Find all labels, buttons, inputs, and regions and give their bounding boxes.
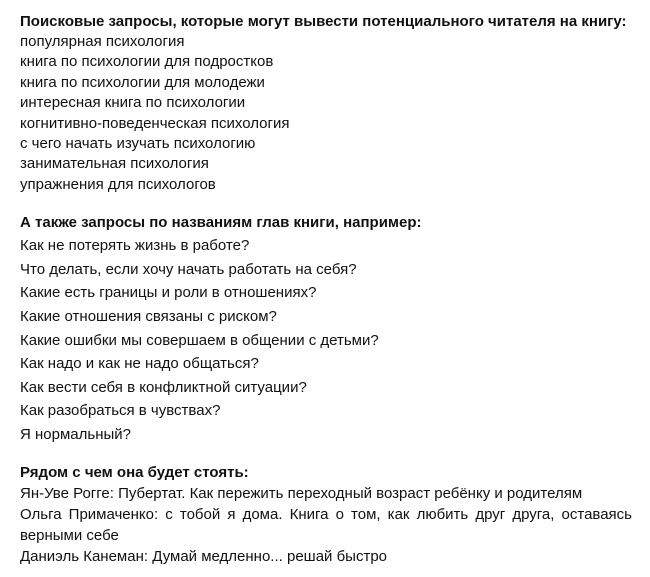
list-item: Ян-Уве Рогге: Пубертат. Как пережить переходный возраст ребёнку и родителям	[20, 484, 583, 502]
list-item: Какие отношения связаны с риском?	[20, 308, 277, 326]
list-item: с чего начать изучать психологию	[20, 135, 256, 153]
search-queries-heading: Поисковые запросы, которые могут вывести потенциального читателя на книгу:	[20, 13, 627, 30]
list-item: книга по психологии для молодежи	[20, 73, 265, 91]
list-item: книга по психологии для подростков	[20, 53, 274, 71]
list-item: когнитивно-поведенческая психология	[20, 114, 290, 132]
list-item: Я нормальный?	[20, 426, 131, 443]
chapter-queries-section	[20, 212, 632, 446]
list-item: Как надо и как не надо общаться?	[20, 355, 259, 373]
list-item: Ольга Примаченко: с тобой я дома. Книга о том, как любить друг друга, оставаясь верными себе	[20, 505, 632, 544]
list-item: Какие есть границы и роли в отношениях?	[20, 284, 317, 302]
neighbors-section	[20, 463, 632, 567]
list-item: Как разобраться в чувствах?	[20, 402, 221, 420]
list-item: Как не потерять жизнь в работе?	[20, 237, 250, 255]
search-queries-list	[20, 32, 632, 195]
list-item: Что делать, если хочу начать работать на себя?	[20, 260, 357, 278]
search-queries-section	[20, 12, 632, 195]
list-item: интересная книга по психологии	[20, 94, 246, 112]
chapter-queries-heading: А также запросы по названиям глав книги, например:	[20, 214, 422, 232]
list-item: Как вести себя в конфликтной ситуации?	[20, 378, 307, 396]
list-item: упражнения для психологов	[20, 175, 216, 193]
list-item: популярная психология	[20, 33, 185, 50]
list-item: Даниэль Канеман: Думай медленно... решай быстро	[20, 547, 388, 565]
chapter-queries-list	[20, 234, 632, 446]
list-item: занимательная психология	[20, 155, 209, 173]
list-item: Какие ошибки мы совершаем в общении с детьми?	[20, 331, 379, 349]
neighbors-heading: Рядом с чем она будет стоять:	[20, 463, 249, 481]
neighbors-list	[20, 483, 632, 567]
